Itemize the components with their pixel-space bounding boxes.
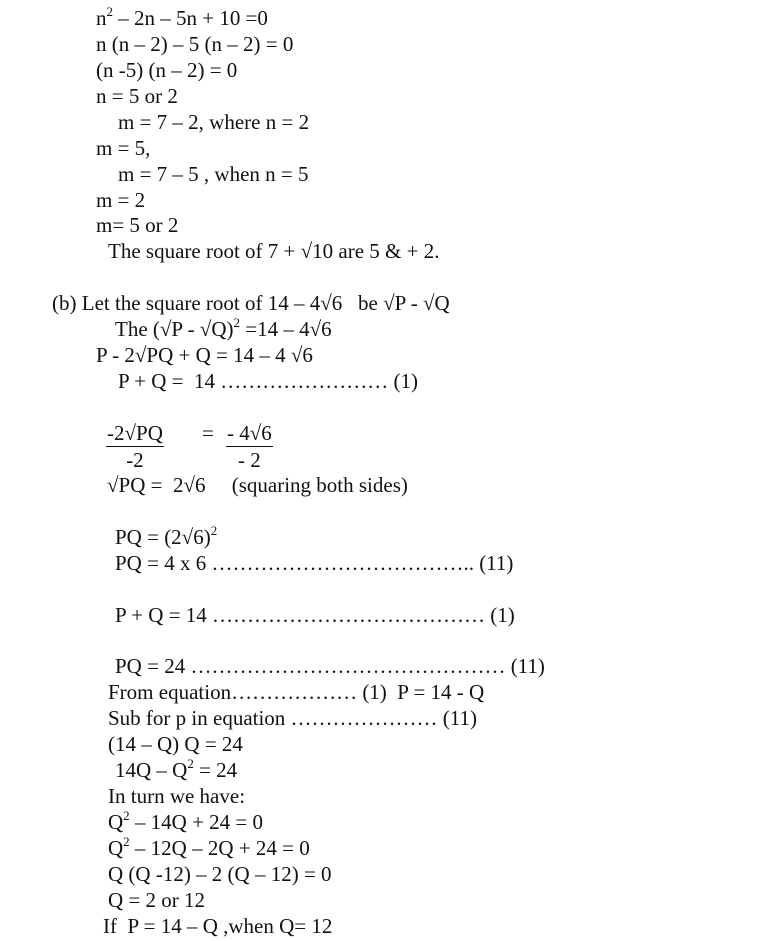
conclusion-line: The square root of 7 + √10 are 5 & + 2.: [108, 239, 440, 263]
equation-line: From equation……………… (1) P = 14 - Q: [108, 680, 485, 704]
equation-line: [96, 4, 268, 30]
equation-line: P - 2√PQ + Q = 14 – 4 √6: [96, 343, 313, 367]
equals-sign: =: [202, 421, 214, 445]
equation-line: PQ = 4 x 6 ……………………………….. (11): [115, 551, 514, 575]
fraction-numerator: -2√PQ: [107, 421, 163, 445]
equation-line: Q = 2 or 12: [108, 888, 206, 912]
equation-line: [115, 315, 332, 341]
eq-text: 14Q – Q: [115, 758, 188, 782]
equation-line: m= 5 or 2: [96, 213, 179, 237]
equation-line: Q (Q -12) – 2 (Q – 12) = 0: [108, 862, 332, 886]
exponent: 2: [187, 756, 194, 771]
equation-line: [108, 808, 264, 834]
equation-line: PQ = 24 ……………………………………… (11): [115, 654, 545, 678]
eq-text: Q: [108, 836, 124, 860]
equation-line: m = 5,: [96, 136, 151, 160]
eq-text: – 12Q – 2Q + 24 = 0: [129, 836, 310, 860]
eq-text: =14 – 4√6: [240, 317, 332, 341]
equation-line: (14 – Q) Q = 24: [108, 732, 243, 756]
eq-text: n: [96, 6, 107, 30]
fraction-left: [106, 423, 164, 471]
eq-text: – 14Q + 24 = 0: [129, 810, 264, 834]
equation-line: P + Q = 14 ………………………………… (1): [115, 603, 515, 627]
equation-line: [108, 834, 310, 860]
fraction-numerator: - 4√6: [227, 421, 272, 445]
exponent: 2: [123, 834, 130, 849]
equation-line: [115, 523, 218, 549]
eq-text: = 24: [193, 758, 238, 782]
fraction-denominator: - 2: [238, 448, 261, 472]
eq-text: – 2n – 5n + 10 =0: [113, 6, 268, 30]
equation-line: m = 7 – 2, where n = 2: [118, 110, 310, 134]
eq-text: Q: [108, 810, 124, 834]
equation-line: If P = 14 – Q ,when Q= 12: [103, 914, 333, 938]
eq-text: The (√P - √Q): [115, 317, 234, 341]
equation-line: P + Q = 14 …………………… (1): [118, 369, 418, 393]
fraction-right: [226, 423, 273, 471]
equation-line: √PQ = 2√6 (squaring both sides): [107, 473, 408, 497]
equation-line: m = 2: [96, 188, 146, 212]
equation-line: m = 7 – 5 , when n = 5: [118, 162, 309, 186]
exponent: 2: [233, 315, 240, 330]
equation-line: In turn we have:: [108, 784, 246, 808]
equation-line: Sub for p in equation ………………… (11): [108, 706, 478, 730]
fraction-denominator: -2: [126, 448, 144, 472]
eq-text: PQ = (2√6): [115, 525, 211, 549]
part-b-heading: (b) Let the square root of 14 – 4√6 be √P - √Q: [52, 291, 450, 315]
equation-line: (n -5) (n – 2) = 0: [96, 58, 238, 82]
equation-line: n (n – 2) – 5 (n – 2) = 0: [96, 32, 294, 56]
exponent: 2: [123, 808, 130, 823]
equation-line: n = 5 or 2: [96, 84, 178, 108]
exponent: 2: [210, 523, 218, 538]
exponent: 2: [106, 4, 113, 19]
equation-line: [115, 756, 238, 782]
